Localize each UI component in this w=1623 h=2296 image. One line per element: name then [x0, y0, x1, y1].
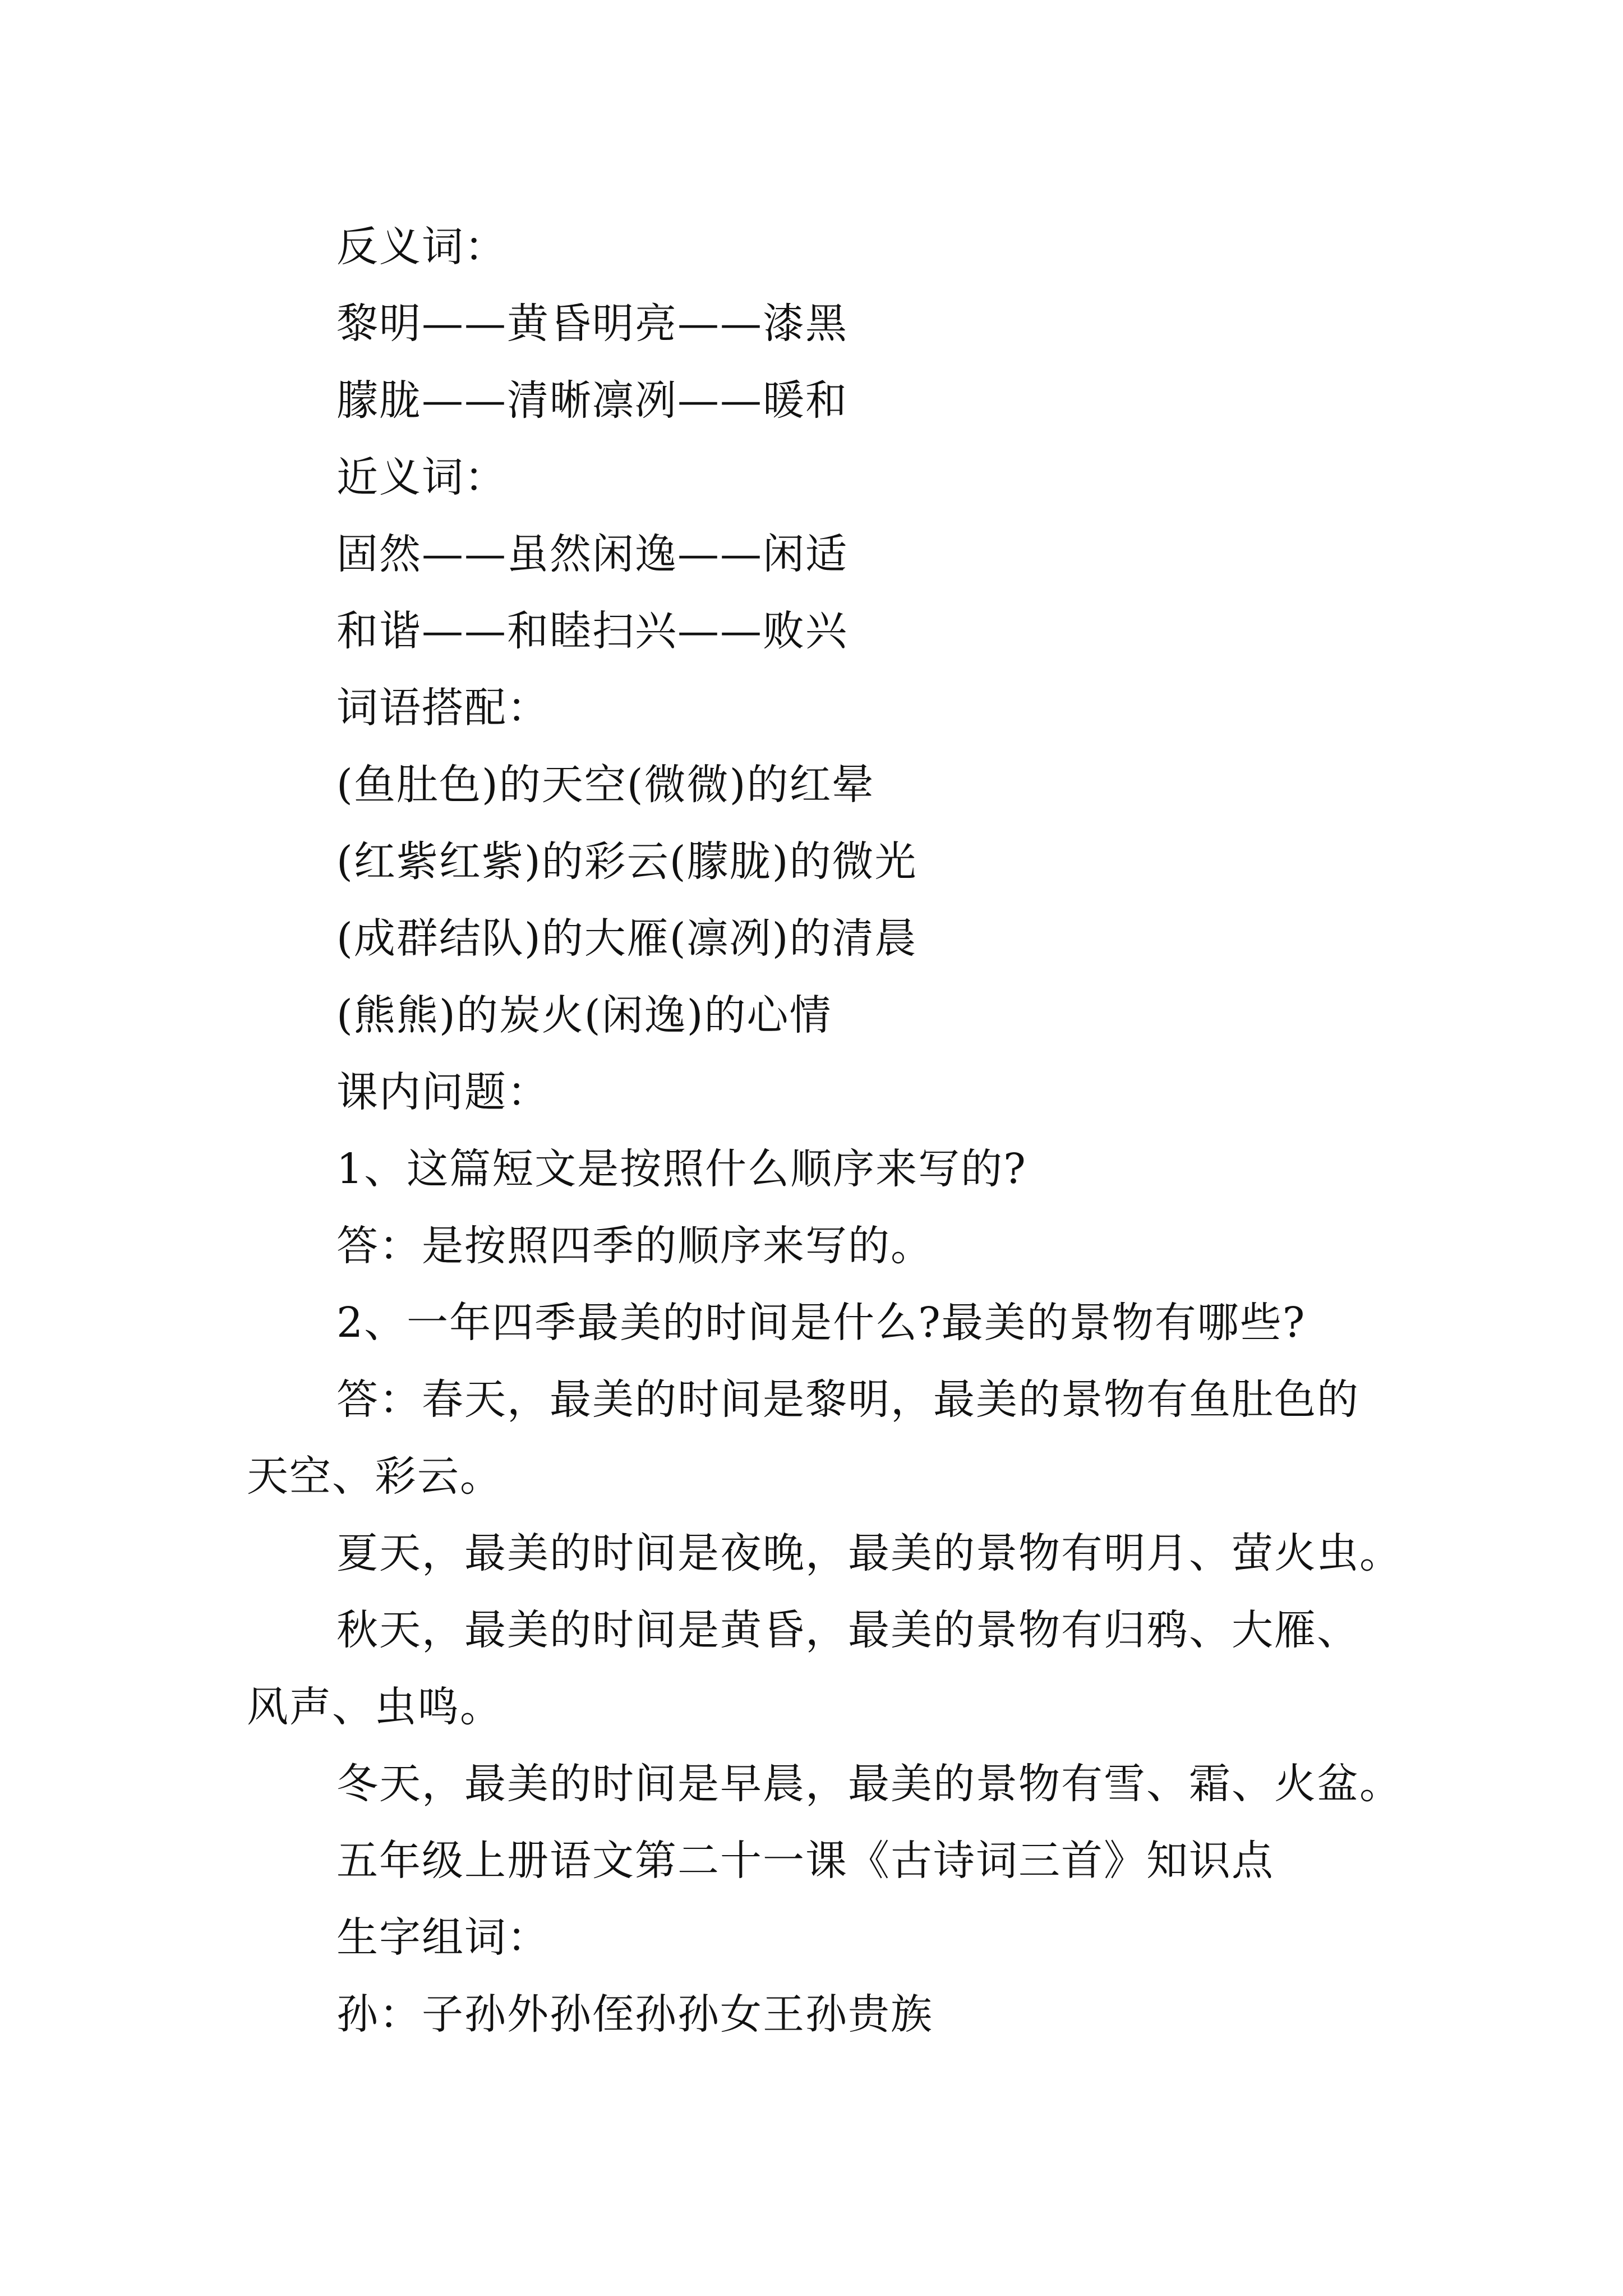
lesson-title: 五年级上册语文第二十一课《古诗词三首》知识点 — [336, 1837, 1274, 1885]
collocation-line: (熊熊)的炭火(闲逸)的心情 — [336, 991, 832, 1039]
answer-spring-paragraph — [0, 1361, 1623, 1515]
collocation-line: (红紫红紫)的彩云(朦胧)的微光 — [336, 838, 917, 886]
heading-word-building: 生字组词： — [336, 1913, 550, 1962]
answer-autumn-paragraph — [0, 1592, 1623, 1746]
document-body — [0, 209, 1623, 2053]
answer-winter: 冬天，最美的时间是早晨，最美的景物有雪、霜、火盆。 — [336, 1760, 1402, 1808]
answer-spring-line-1: 答：春天，最美的时间是黎明，最美的景物有鱼肚色的 — [336, 1375, 1359, 1424]
antonym-pair-line: 黎明——黄昏明亮——漆黑 — [336, 300, 848, 348]
question-1: 1、这篇短文是按照什么顺序来写的? — [336, 1145, 1027, 1193]
answer-summer: 夏天，最美的时间是夜晚，最美的景物有明月、萤火虫。 — [336, 1529, 1402, 1577]
word-building-sun: 孙：子孙外孙侄孙孙女王孙贵族 — [336, 1990, 933, 2039]
answer-1: 答：是按照四季的顺序来写的。 — [336, 1222, 933, 1270]
answer-autumn-line-1: 秋天，最美的时间是黄昏，最美的景物有归鸦、大雁、 — [336, 1606, 1359, 1654]
synonym-pair-line: 和谐——和睦扫兴——败兴 — [336, 607, 848, 655]
synonym-pair-line: 固然——虽然闲逸——闲适 — [336, 530, 848, 578]
collocation-line: (成群结队)的大雁(凛冽)的清晨 — [336, 914, 917, 963]
answer-spring-line-2: 天空、彩云。 — [247, 1452, 502, 1501]
heading-antonyms: 反义词： — [336, 223, 507, 271]
heading-collocations: 词语搭配： — [336, 684, 550, 732]
question-2: 2、一年四季最美的时间是什么?最美的景物有哪些? — [336, 1299, 1306, 1347]
collocation-line: (鱼肚色)的天空(微微)的红晕 — [336, 761, 875, 809]
heading-questions: 课内问题： — [336, 1068, 550, 1116]
answer-autumn-line-2: 风声、虫鸣。 — [247, 1683, 502, 1731]
antonym-pair-line: 朦胧——清晰凛冽——暖和 — [336, 376, 848, 425]
heading-synonyms: 近义词： — [336, 453, 507, 501]
